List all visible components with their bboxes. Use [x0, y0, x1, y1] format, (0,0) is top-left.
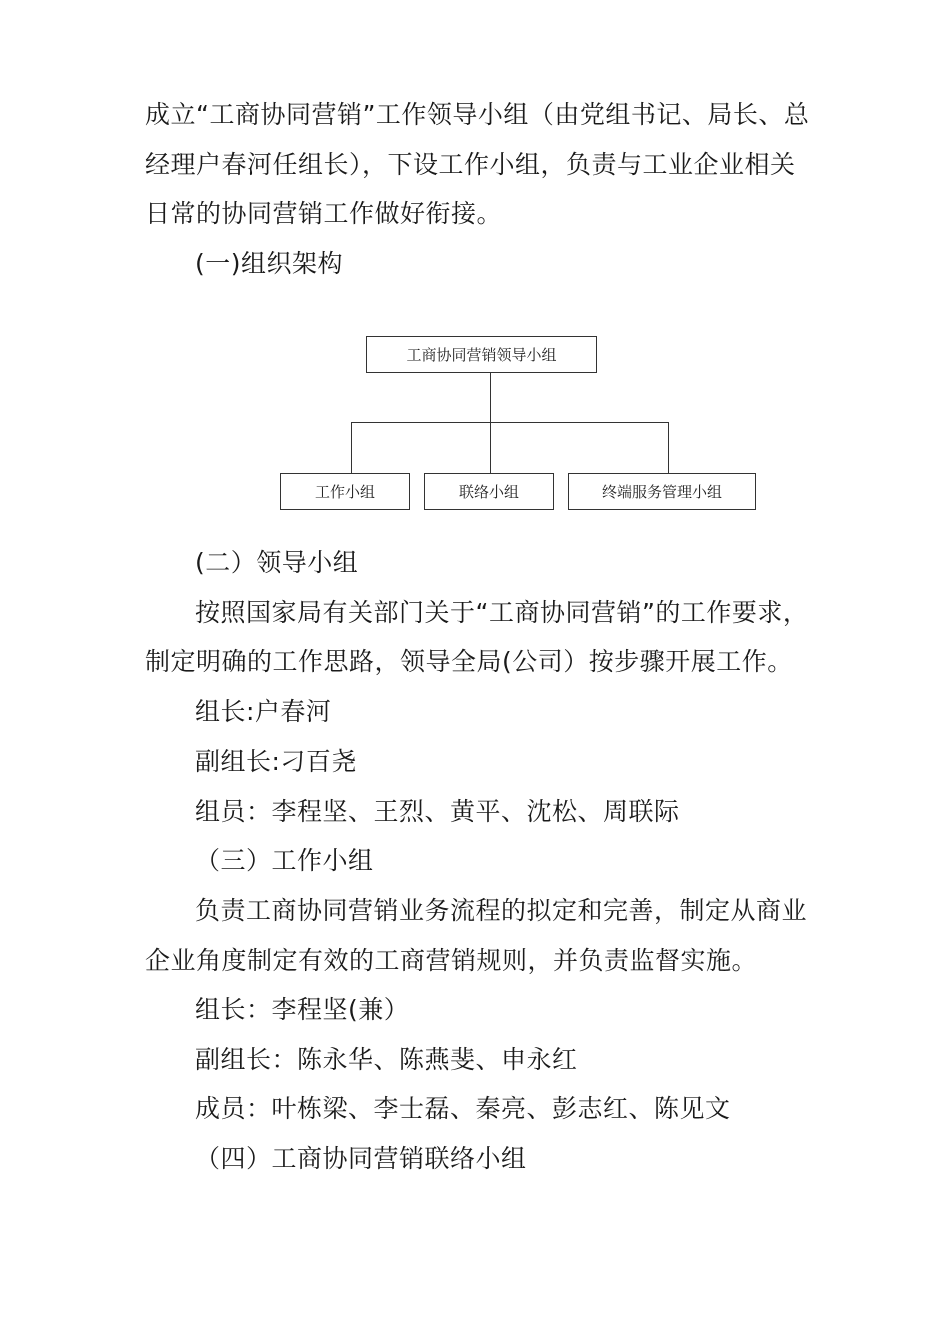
paragraph-line: 制定明确的工作思路，领导全局(公司）按步骤开展工作。 — [145, 647, 793, 676]
paragraph-line: 负责工商协同营销业务流程的拟定和完善，制定从商业 — [195, 896, 808, 925]
members-line: 组员：李程坚、王烈、黄平、沈松、周联际 — [195, 797, 680, 826]
org-root-box: 工商协同营销领导小组 — [366, 336, 597, 373]
org-connector-branch — [668, 422, 669, 473]
org-child-box-work-group: 工作小组 — [280, 473, 410, 510]
deputy-leader-line: 副组长：陈永华、陈燕斐、申永红 — [195, 1045, 578, 1074]
org-connector-vertical — [490, 373, 491, 423]
paragraph-line: 经理户春河任组长），下设工作小组，负责与工业企业相关 — [145, 150, 796, 179]
section-heading-liaison-group: （四）工商协同营销联络小组 — [195, 1144, 527, 1173]
section-heading-work-group: （三）工作小组 — [195, 846, 374, 875]
org-child-box-liaison-group: 联络小组 — [424, 473, 554, 510]
members-line: 成员：叶栋梁、李士磊、秦亮、彭志红、陈见文 — [195, 1094, 731, 1123]
paragraph-line: 成立“工商协同营销”工作领导小组（由党组书记、局长、总 — [145, 100, 810, 129]
org-connector-branch — [490, 422, 491, 473]
org-connector-horizontal — [351, 422, 669, 423]
section-heading-org-structure: (一)组织架构 — [195, 249, 344, 278]
org-child-box-terminal-service-group: 终端服务管理小组 — [568, 473, 756, 510]
leader-line: 组长:户春河 — [195, 697, 332, 726]
paragraph-line: 按照国家局有关部门关于“工商协同营销”的工作要求， — [195, 598, 809, 627]
deputy-leader-line: 副组长:刁百尧 — [195, 747, 357, 776]
leader-line: 组长：李程坚(兼） — [195, 995, 410, 1024]
paragraph-line: 企业角度制定有效的工商营销规则，并负责监督实施。 — [145, 946, 758, 975]
paragraph-line: 日常的协同营销工作做好衔接。 — [145, 199, 503, 228]
section-heading-leadership: (二）领导小组 — [195, 548, 359, 577]
org-connector-branch — [351, 422, 352, 473]
